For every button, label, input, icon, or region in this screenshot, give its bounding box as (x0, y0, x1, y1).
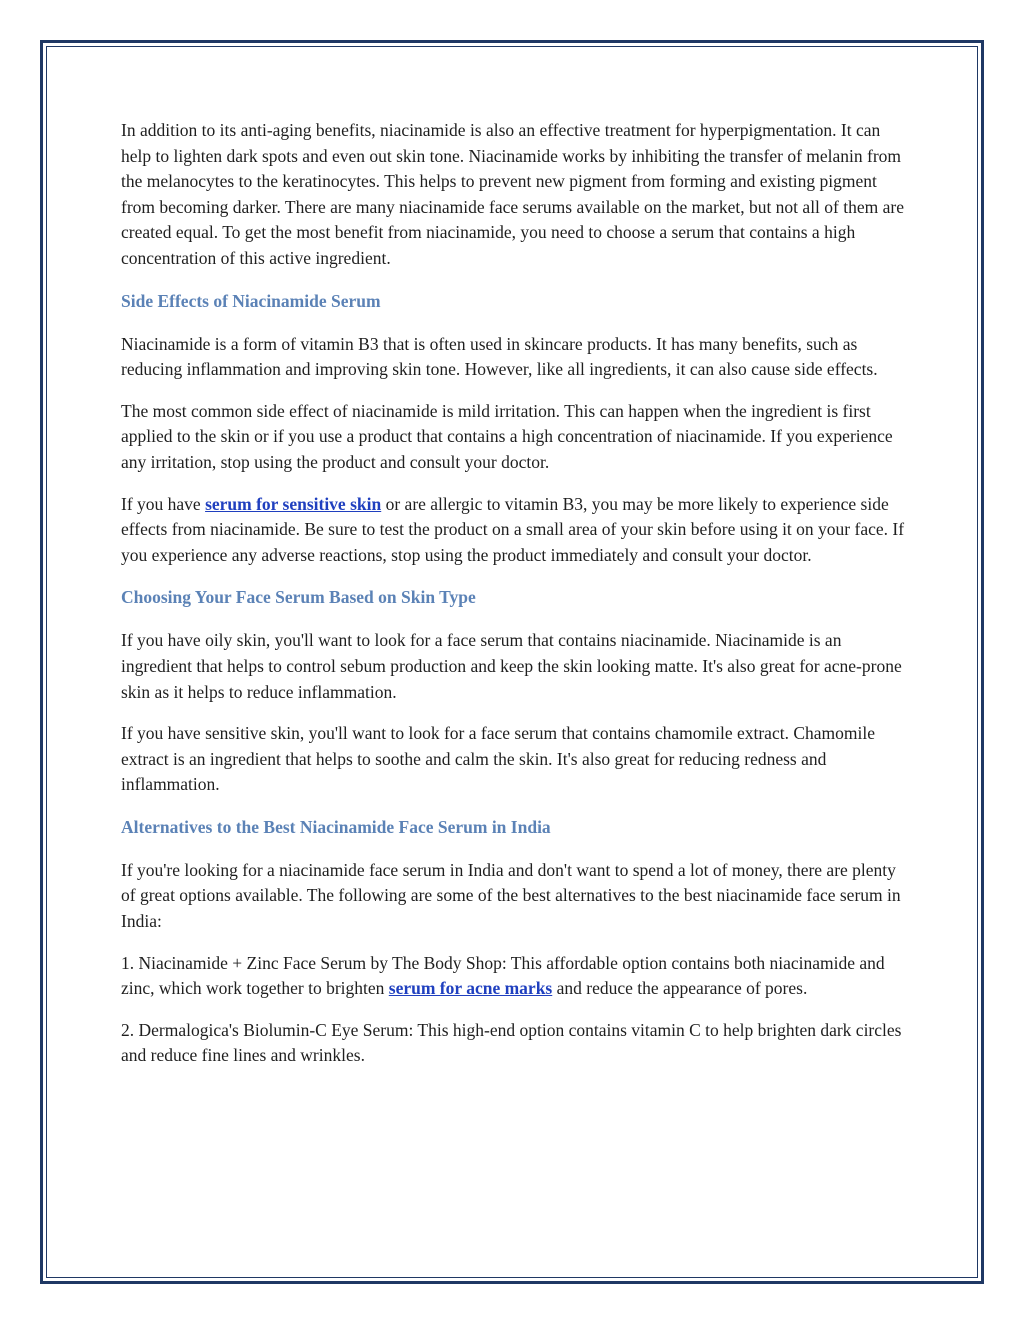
alternatives-item1-before: 1. Niacinamide + Zinc Face Serum by The Body Shop: This affordable option contains both niacinamide and zinc, which work together to brighten (121, 952, 885, 999)
acne-marks-serum-link[interactable]: serum for acne marks (388, 978, 553, 999)
side-effects-heading: Side Effects of Niacinamide Serum (121, 290, 381, 311)
skin-type-paragraph-1: If you have oily skin, you'll want to look for a face serum that contains niacinamide. Niacinamide is an ingredient that helps to control sebum production and keep the skin looking matte. It's also great for acne-prone skin as it helps to reduce inflammation. (121, 630, 902, 702)
alternatives-item-1 (121, 951, 911, 1002)
alternatives-paragraph-1: If you're looking for a niacinamide face serum in India and don't want to spend a lot of money, there are plenty of great options available. The following are some of the best alternatives to the best niacinamide face serum in India: (121, 859, 901, 932)
document-body (121, 118, 911, 1085)
alternatives-item1-after: and reduce the appearance of pores. (552, 978, 808, 999)
side-effects-p3-after: or are allergic to vitamin B3, you may be more likely to experience side effects from niacinamide. Be sure to test the product on a small area of your skin before using it on your face. If you experience any adverse reactions, stop using the product immediately and consult your doctor. (121, 493, 905, 565)
skin-type-heading: Choosing Your Face Serum Based on Skin Type (121, 587, 476, 608)
alternatives-heading: Alternatives to the Best Niacinamide Face Serum in India (121, 816, 551, 837)
alternatives-item-2: 2. Dermalogica's Biolumin-C Eye Serum: This high-end option contains vitamin C to help brighten dark circles and reduce fine lines and wrinkles. (121, 1019, 902, 1066)
side-effects-p3-before: If you have (121, 493, 206, 514)
side-effects-paragraph-2: The most common side effect of niacinamide is mild irritation. This can happen when the ingredient is first applied to the skin or if you use a product that contains a high concentration of niacinamide. If you experience any irritation, stop using the product and consult your doctor. (121, 400, 893, 472)
side-effects-paragraph-3 (121, 492, 911, 569)
side-effects-paragraph-1: Niacinamide is a form of vitamin B3 that is often used in skincare products. It has many benefits, such as reducing inflammation and improving skin tone. However, like all ingredients, it can also cause side effects. (121, 333, 878, 380)
skin-type-paragraph-2: If you have sensitive skin, you'll want to look for a face serum that contains chamomile extract. Chamomile extract is an ingredient that helps to soothe and calm the skin. It's also great for reducing redness and inflammation. (121, 723, 875, 795)
intro-paragraph: In addition to its anti-aging benefits, niacinamide is also an effective treatment for hyperpigmentation. It can help to lighten dark spots and even out skin tone. Niacinamide works by inhibiting the transfer of melanin from the melanocytes to the keratinocytes. This helps to prevent new pigment from forming and existing pigment from becoming darker. There are many niacinamide face serums available on the market, but not all of them are created equal. To get the most benefit from niacinamide, you need to choose a serum that contains a high concentration of this active ingredient. (121, 120, 904, 268)
sensitive-skin-serum-link[interactable]: serum for sensitive skin (205, 493, 382, 514)
